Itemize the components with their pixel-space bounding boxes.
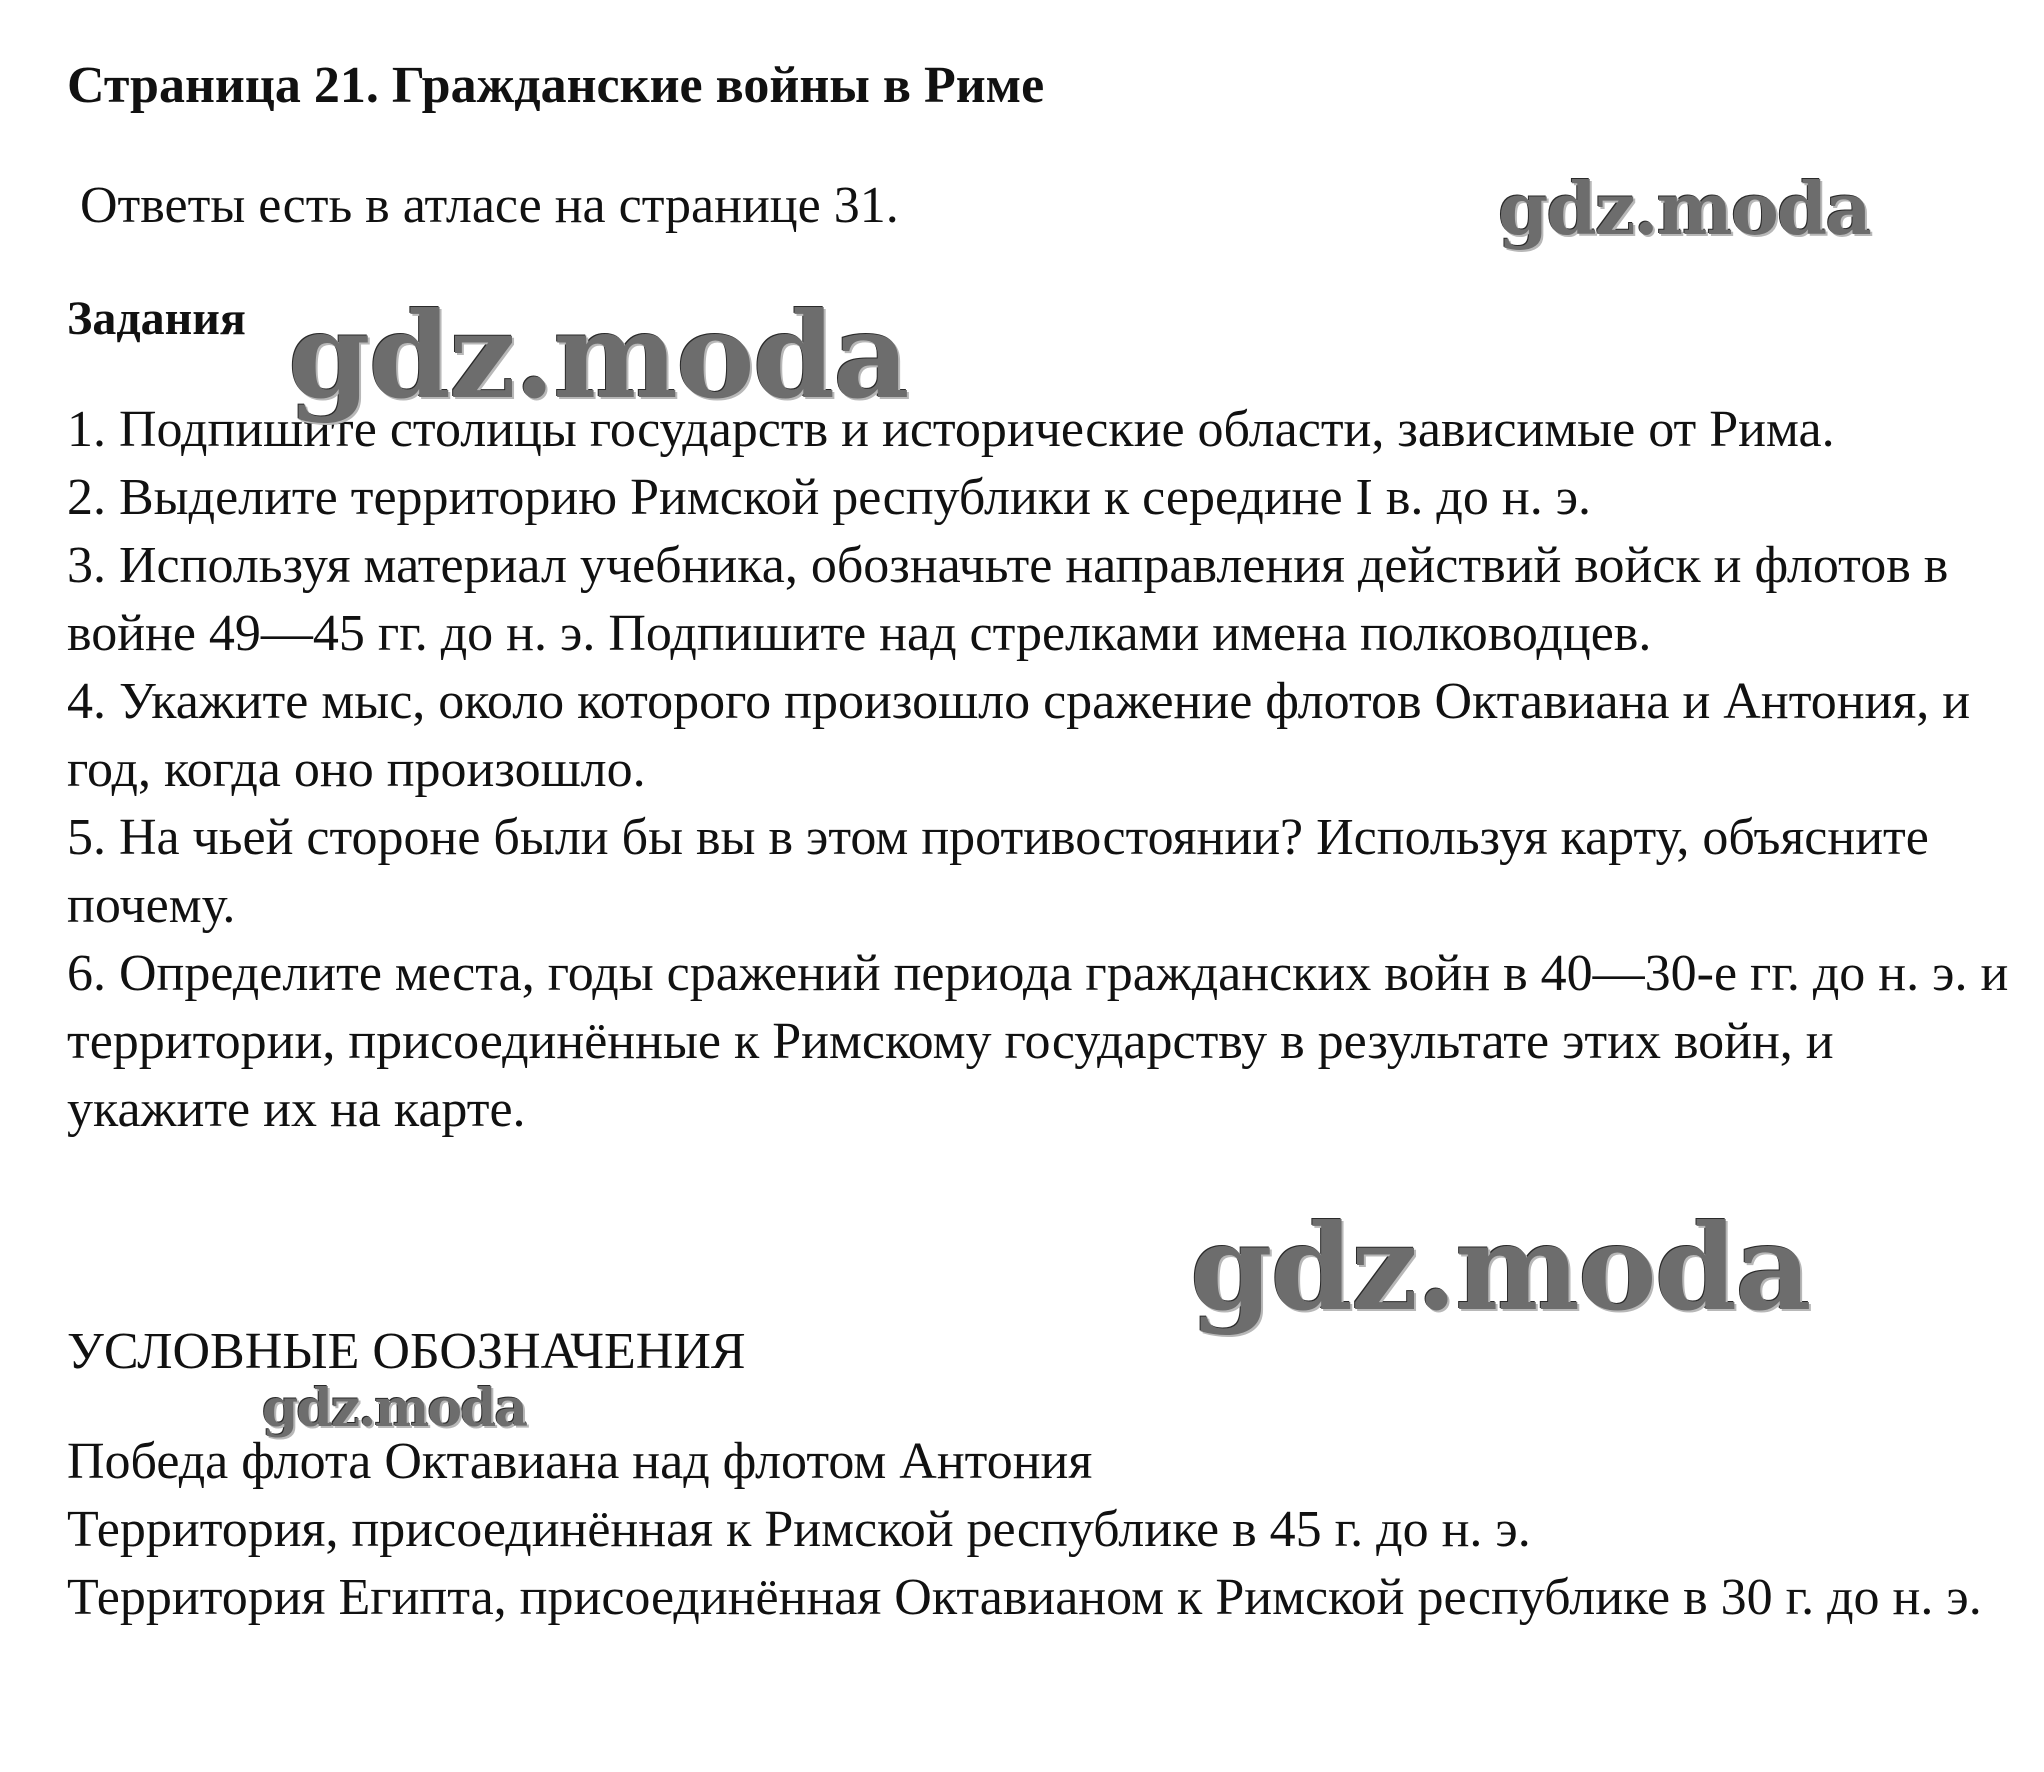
watermark: gdz.moda <box>288 286 908 425</box>
legend-list <box>67 1428 2017 1632</box>
task-item: 3. Используя материал учебника, обозначьте направления действий войск и флотов в войне 49—45 гг. до н. э. Подпишите над стрелками имена полководцев. <box>67 537 1949 662</box>
atlas-note: Ответы есть в атласе на странице 31. <box>80 177 899 234</box>
legend-heading: УСЛОВНЫЕ ОБОЗНАЧЕНИЯ <box>67 1323 746 1380</box>
task-item: 2. Выделите территорию Римской республики к середине I в. до н. э. <box>67 469 1592 526</box>
watermark: gdz.moda <box>262 1378 527 1439</box>
page-title: Страница 21. Гражданские войны в Риме <box>67 57 1045 114</box>
task-item: 6. Определите места, годы сражений периода гражданских войн в 40—30-е гг. до н. э. и территории, присоединённые к Римскому государству в результате этих войн, и укажите их на карте. <box>67 945 2009 1138</box>
watermark: gdz.moda <box>1190 1198 1810 1337</box>
legend-item: Территория, присоединённая к Римской республике в 45 г. до н. э. <box>67 1501 1531 1558</box>
tasks-heading: Задания <box>67 292 246 345</box>
task-item: 4. Укажите мыс, около которого произошло сражение флотов Октавиана и Антония, и год, когда оно произошло. <box>67 673 1971 798</box>
tasks-list <box>67 396 2017 1144</box>
watermark: gdz.moda <box>1498 166 1870 251</box>
legend-item: Победа флота Октавиана над флотом Антония <box>67 1433 1093 1490</box>
legend-item: Территория Египта, присоединённая Октавианом к Римской республике в 30 г. до н. э. <box>67 1569 1982 1626</box>
task-item: 5. На чьей стороне были бы вы в этом противостоянии? Используя карту, объясните почему. <box>67 809 1929 934</box>
task-item: 1. Подпишите столицы государств и исторические области, зависимые от Рима. <box>67 401 1835 458</box>
